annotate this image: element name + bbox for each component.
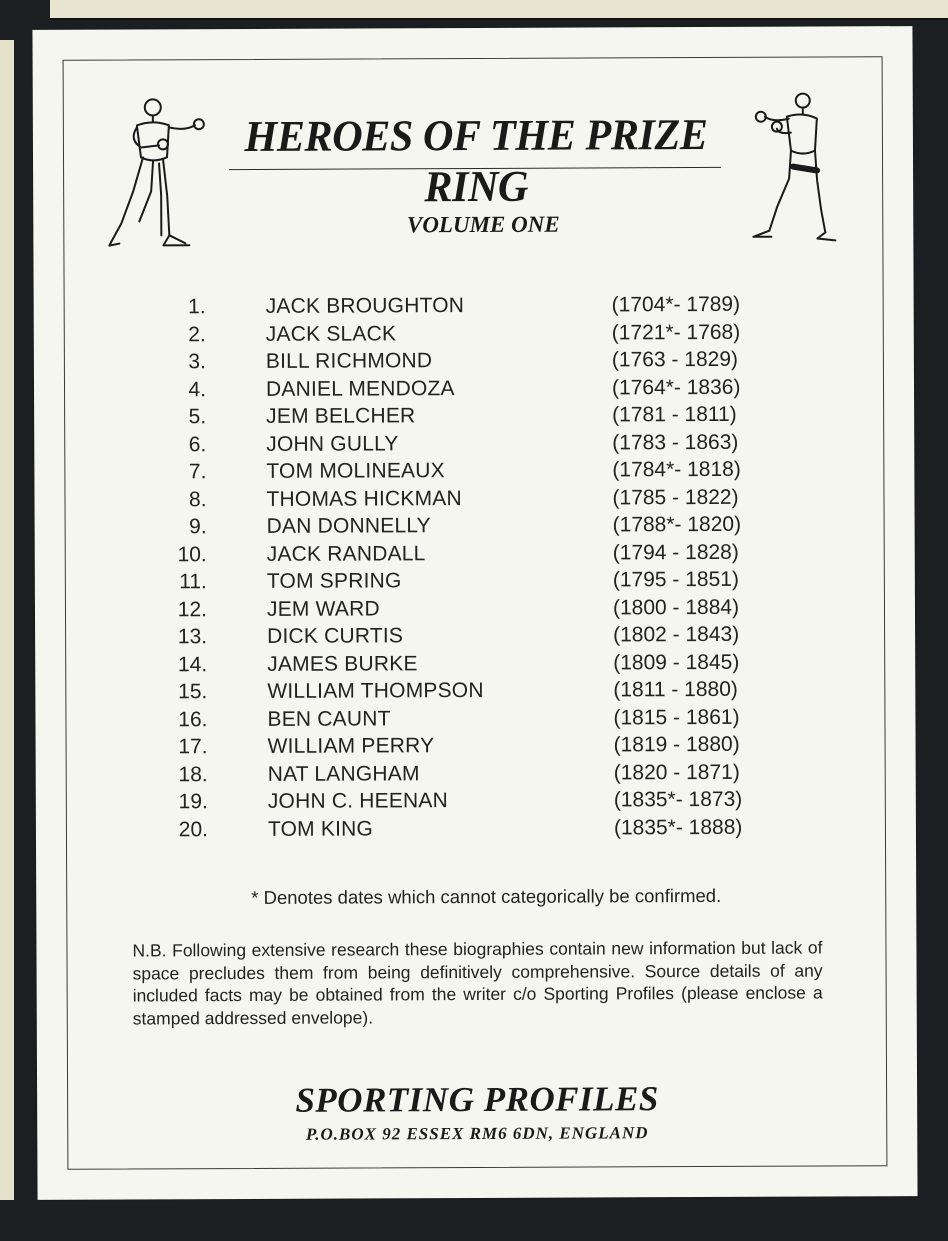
boxer-dates: (1809 - 1845) [613,650,740,674]
item-number: 2. [188,322,206,346]
item-number: 12. [177,597,208,621]
list-item [36,760,916,791]
boxer-dates: (1721*- 1768) [611,320,741,344]
list-item [34,320,914,351]
checklist-card [32,26,917,1200]
boxer-name: TOM SPRING [266,569,402,593]
boxer-dates: (1763 - 1829) [611,347,739,372]
boxer-illustration-right-icon [747,88,838,248]
boxer-name: BILL RICHMOND [265,349,433,373]
boxer-dates: (1764*- 1836) [611,375,741,399]
adjacent-card-top-edge [50,0,948,20]
list-item [34,457,914,488]
item-number: 19. [178,790,208,814]
boxer-name: WILLIAM THOMPSON [267,678,484,703]
card-subtitle: VOLUME ONE [406,211,560,238]
item-number: 16. [178,707,208,731]
item-number: 20. [178,817,208,841]
list-item [35,567,915,598]
boxer-name: JEM WARD [266,596,380,621]
boxer-dates: (1820 - 1871) [613,760,740,784]
card-title: HEROES OF THE PRIZE RING [244,109,708,212]
boxer-name: THOMAS HICKMAN [266,486,462,511]
list-item [35,705,915,736]
item-number: 8. [188,487,207,511]
publisher-address: P.O.BOX 92 ESSEX RM6 6DN, ENGLAND [305,1123,649,1144]
item-number: 5. [188,405,207,429]
boxer-name: NAT LANGHAM [267,761,420,786]
list-item [35,622,915,653]
boxer-name: DICK CURTIS [267,624,404,648]
boxer-dates: (1781 - 1811) [612,402,737,427]
boxer-dates: (1802 - 1843) [613,622,740,647]
item-number: 4. [188,377,207,401]
boxer-dates: (1819 - 1880) [613,732,740,757]
boxer-dates: (1815 - 1861) [613,705,740,729]
item-number: 10. [177,542,207,566]
boxer-dates: (1800 - 1884) [612,595,740,619]
list-item [36,732,916,763]
list-item [35,512,915,543]
boxer-name: JACK SLACK [265,321,397,346]
boxer-dates: (1794 - 1828) [612,540,739,564]
boxer-name: JOHN C. HEENAN [267,789,449,813]
boxer-name: TOM MOLINEAUX [266,459,445,483]
boxer-name: JACK RANDALL [266,541,426,566]
nb-paragraph: N.B. Following extensive research these biographies contain new information but lack of space precludes them from being definitively comprehensive. Source details of any included facts may be obtained from the writer c/o Sporting Profiles (please enclose a stamped addressed envelope). [132,937,823,1028]
list-item [35,677,915,708]
list-item [35,595,915,626]
boxer-name: DANIEL MENDOZA [265,376,455,401]
list-item [35,650,915,681]
boxer-name: DAN DONNELLY [266,514,431,538]
footnote: * Denotes dates which cannot categorically be confirmed. [251,884,722,908]
item-number: 3. [188,350,206,374]
boxer-name: JEM BELCHER [266,404,416,428]
boxer-dates: (1835*- 1888) [613,815,743,839]
list-item [34,375,914,406]
boxer-dates: (1788*- 1820) [612,512,742,537]
item-number: 15. [178,680,208,704]
list-item [34,292,914,323]
boxer-dates: (1783 - 1863) [612,430,739,454]
boxer-dates: (1785 - 1822) [612,485,739,509]
item-number: 1. [188,295,206,319]
item-number: 7. [188,460,207,484]
boxer-illustration-left-icon [107,95,218,253]
list-item [36,815,916,846]
list-item [34,347,914,378]
boxer-dates: (1784*- 1818) [612,457,741,482]
boxer-name: JOHN GULLY [266,431,399,456]
boxer-dates: (1704*- 1789) [611,292,741,317]
boxer-name: JAMES BURKE [267,651,418,676]
list-item [34,485,914,516]
item-number: 13. [177,625,208,649]
boxer-dates: (1811 - 1880) [613,677,738,702]
list-item [34,402,914,433]
list-item [34,430,914,461]
item-number: 18. [178,762,208,786]
boxer-name: BEN CAUNT [267,706,391,731]
item-number: 6. [188,432,207,456]
item-number: 17. [178,735,208,759]
boxer-name: JACK BROUGHTON [265,294,465,318]
boxer-name: TOM KING [267,816,374,841]
item-number: 9. [189,515,207,539]
boxer-name: WILLIAM PERRY [267,734,435,758]
publisher-name: SPORTING PROFILES [295,1079,659,1120]
adjacent-card-left-edge [0,40,14,1200]
item-number: 14. [177,652,208,676]
list-item [35,540,915,571]
boxer-dates: (1835*- 1873) [613,787,743,812]
list-item [36,787,916,818]
boxer-dates: (1795 - 1851) [612,567,739,592]
item-number: 11. [179,570,207,594]
